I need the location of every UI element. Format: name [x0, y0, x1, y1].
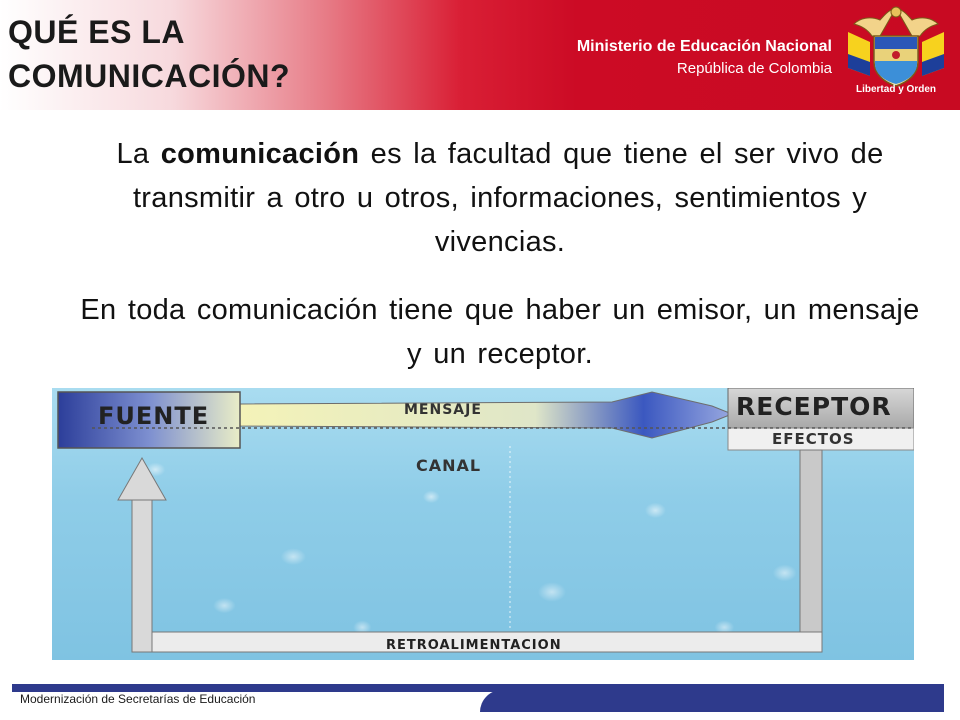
feedback-up-shaft: [132, 496, 152, 652]
label-canal: CANAL: [416, 456, 482, 475]
definition-term: comunicación: [160, 138, 360, 170]
definition-body: es la facultad que tiene el ser vivo de transmitir a otro u otros, informaciones, sentimientos y vivencias.: [132, 138, 884, 258]
slide-header: [0, 0, 960, 110]
label-receptor: RECEPTOR: [736, 392, 892, 421]
communication-diagram: [52, 388, 914, 660]
ministry-name: Ministerio de Educación Nacional: [576, 38, 832, 55]
country-name: República de Colombia: [676, 60, 832, 77]
title-line-1: QUÉ ES LA: [8, 14, 185, 50]
feedback-arrow-head: [118, 458, 166, 500]
label-retroalimentacion: RETROALIMENTACION: [386, 638, 562, 653]
title-line-2: COMUNICACIÓN?: [8, 58, 291, 94]
label-efectos: EFECTOS: [772, 430, 855, 448]
definition-lead: La: [116, 138, 161, 170]
message-arrow: [240, 392, 732, 438]
slide-title: [8, 10, 388, 98]
label-fuente: FUENTE: [98, 402, 210, 430]
definition-paragraph: [80, 132, 920, 264]
feedback-down-bar: [800, 450, 822, 646]
ministry-block: [577, 36, 832, 80]
elements-paragraph: En toda comunicación tiene que haber un emisor, un mensaje y un receptor.: [80, 294, 920, 370]
motto: Libertad y Orden: [855, 84, 936, 95]
footer-text: Modernización de Secretarías de Educación: [20, 692, 256, 706]
label-mensaje: MENSAJE: [404, 402, 482, 418]
footer-tab: [480, 690, 944, 712]
